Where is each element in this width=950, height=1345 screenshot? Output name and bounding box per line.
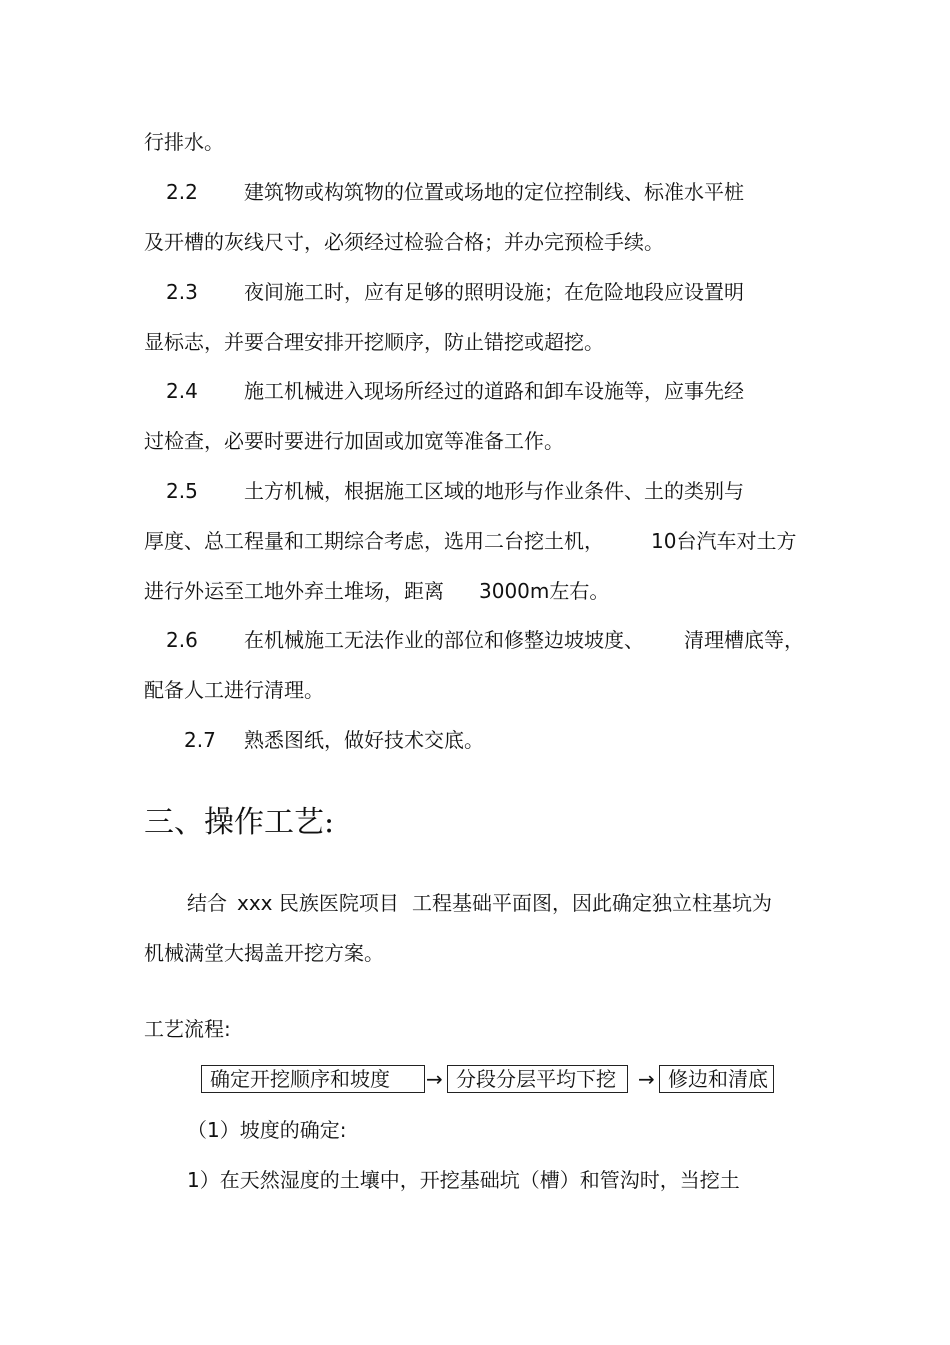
flow-label: 工艺流程: <box>144 1017 231 1041</box>
item-text-line: 显标志，并要合理安排开挖顺序，防止错挖或超挖。 <box>144 330 604 354</box>
item-text-line: 熟悉图纸，做好技术交底。 <box>244 728 484 752</box>
item-number: 2.2 <box>166 180 198 204</box>
item-text-line: 10台汽车对土方 <box>651 529 797 553</box>
arrow-right-icon: → <box>426 1067 443 1091</box>
arrow-right-icon: → <box>638 1067 655 1091</box>
item-text-line: 夜间施工时，应有足够的照明设施；在危险地段应设置明 <box>244 280 744 304</box>
item-text-line: 厚度、总工程量和工期综合考虑，选用二台挖土机， <box>144 529 604 553</box>
flow-step-box: 修边和清底 <box>659 1065 774 1093</box>
item-number: 2.4 <box>166 379 198 403</box>
section-heading: 三、操作工艺: <box>144 805 335 840</box>
item-number: 2.5 <box>166 479 198 503</box>
item-text-line: 施工机械进入现场所经过的道路和卸车设施等，应事先经 <box>244 379 744 403</box>
paragraph-line: 1）在天然湿度的土壤中，开挖基础坑（槽）和管沟时，当挖土 <box>187 1168 740 1192</box>
intro-text: 工程基础平面图，因此确定独立柱基坑为 <box>412 891 772 915</box>
flow-step-box: 分段分层平均下挖 <box>447 1065 628 1093</box>
intro-text: 结合 <box>187 891 227 915</box>
subsection-title: （1）坡度的确定: <box>187 1118 347 1142</box>
paragraph-line: 行排水。 <box>144 130 224 154</box>
item-text-line: 及开槽的灰线尺寸，必须经过检验合格；并办完预检手续。 <box>144 230 664 254</box>
item-number: 2.7 <box>184 728 216 752</box>
item-number: 2.3 <box>166 280 198 304</box>
item-text-line: 土方机械，根据施工区域的地形与作业条件、土的类别与 <box>244 479 744 503</box>
item-text-line: 3000m左右。 <box>479 579 610 603</box>
item-text-line: 进行外运至工地外弃土堆场，距离 <box>144 579 444 603</box>
item-text-line: 在机械施工无法作业的部位和修整边坡坡度、 <box>244 628 644 652</box>
item-text-line: 过检查，必要时要进行加固或加宽等准备工作。 <box>144 429 564 453</box>
intro-text: xxx 民族医院项目 <box>237 891 399 915</box>
item-text-line: 配备人工进行清理。 <box>144 678 324 702</box>
item-text-line: 建筑物或构筑物的位置或场地的定位控制线、标准水平桩 <box>244 180 744 204</box>
item-number: 2.6 <box>166 628 198 652</box>
flow-step-box: 确定开挖顺序和坡度 <box>201 1065 425 1093</box>
item-text-line: 清理槽底等， <box>684 628 804 652</box>
intro-text: 机械满堂大揭盖开挖方案。 <box>144 941 384 965</box>
